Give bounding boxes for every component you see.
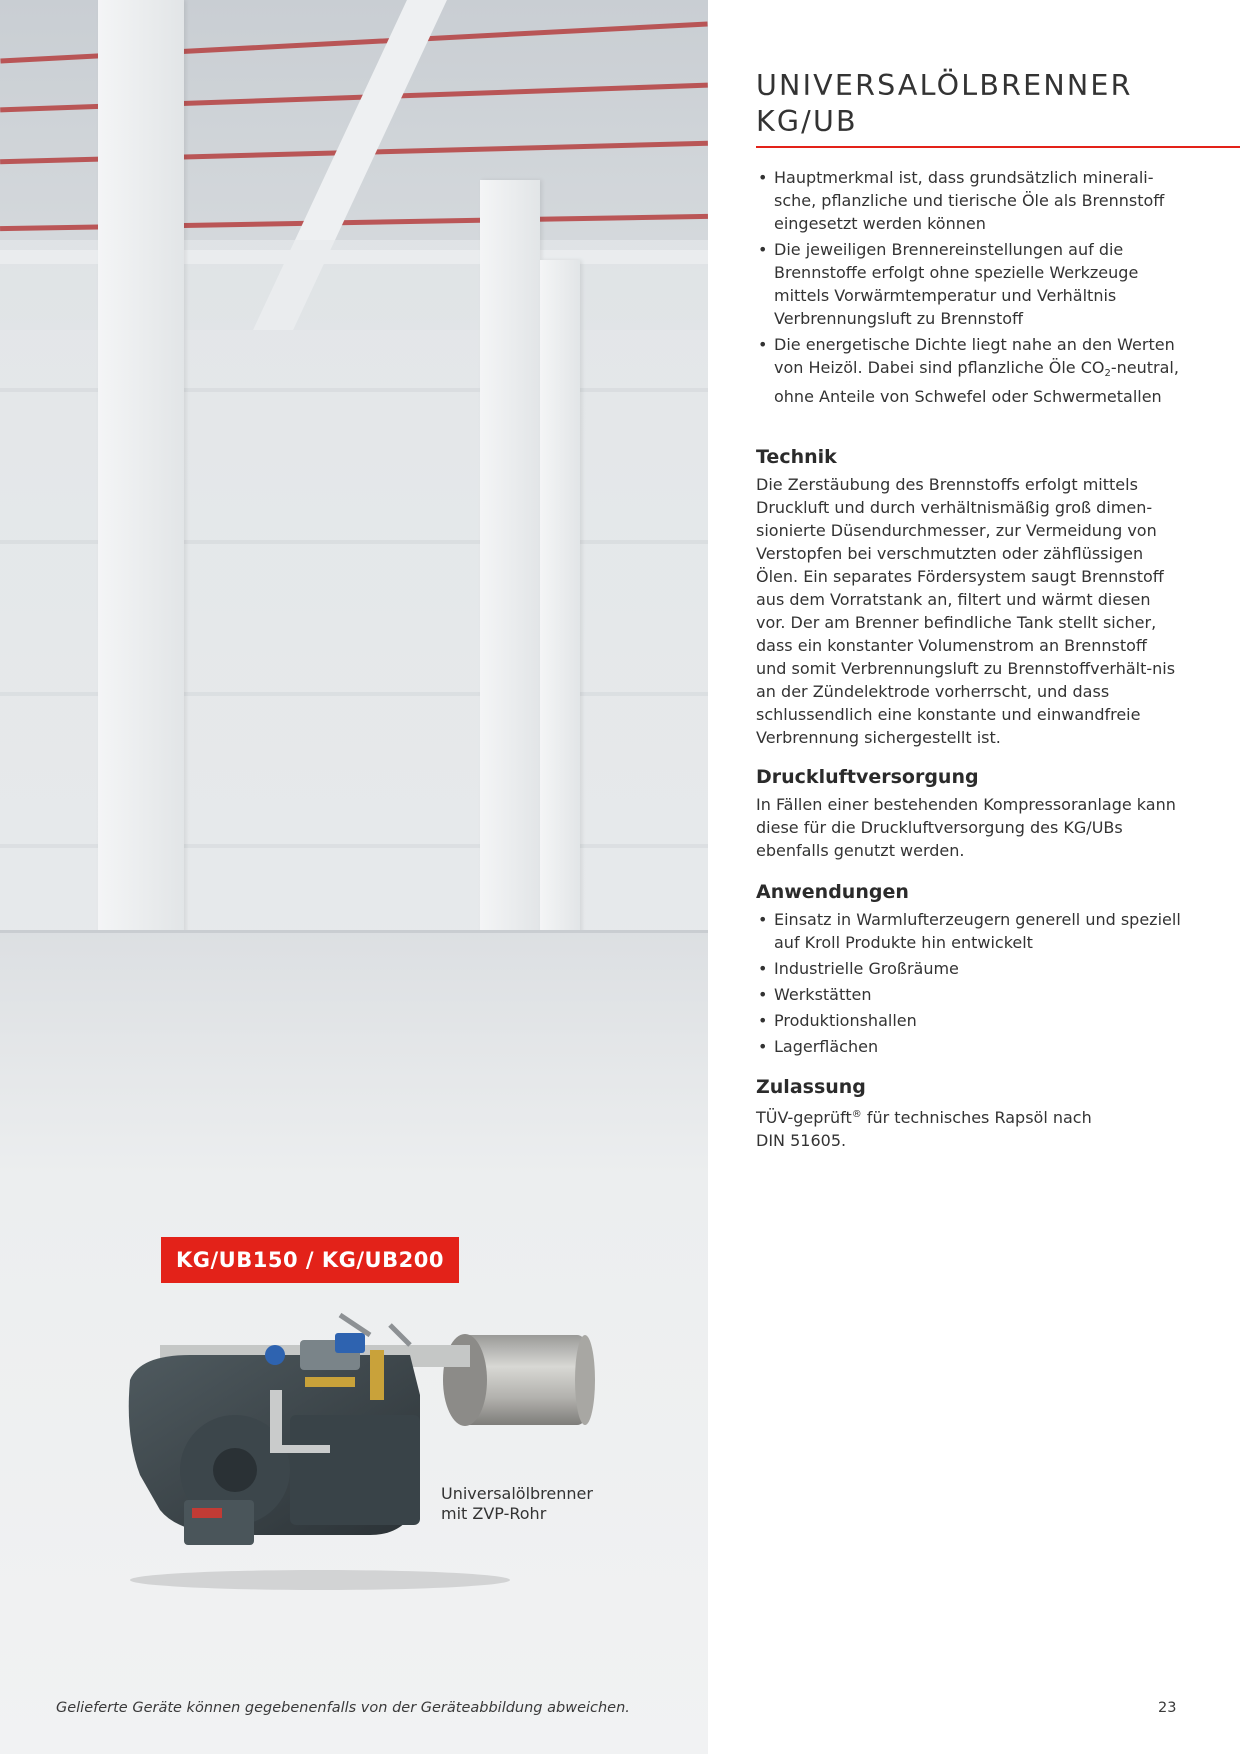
technik-section: [756, 445, 1181, 749]
list-item: • Industrielle Großräume: [756, 957, 1181, 980]
bullet-text: -neutral, ohne Anteile von Schwefel oder Schwermetallen: [774, 358, 1179, 406]
image-caption: [441, 1484, 593, 1524]
hall-column: [480, 180, 540, 935]
list-item: • Die jeweiligen Brennereinstellungen auf die Brennstoffe erfolgt ohne spezielle Werkzeuge mittels Vorwärmtemperatur und Verhältnis Verbrennungsluft zu Brennstoff: [756, 238, 1181, 330]
list-item: • Einsatz in Warmlufterzeugern generell und speziell auf Kroll Produkte hin entwickelt: [756, 908, 1181, 954]
section-text: Die Zerstäubung des Brennstoffs erfolgt mittels Druckluft und durch verhältnismäßig groß dimen-sionierte Düsendurchmesser, zur Vermeidung von Verstopfen bei verschmutzten oder zähflüssigen Ölen. Ein separates Fördersystem saugt Brennstoff aus dem Vorratstank an, filtert und wärmt diesen vor. Der am Brenner befindliche Tank stellt sicher, dass ein konstanter Volumenstrom an Brennstoff und somit Verbrennungsluft zu Brennstoffverhält-nis an der Zündelektrode vorherrscht, und dass schlussendlich eine konstante und einwandfreie Verbrennung sichergestellt ist.: [756, 475, 1176, 747]
intro-section: [756, 166, 1181, 411]
intro-list: [756, 166, 1181, 408]
hall-column: [98, 0, 184, 935]
section-heading: Druckluftversorgung: [756, 766, 979, 788]
hall-column: [540, 260, 580, 935]
page-number: 23: [1158, 1700, 1177, 1716]
approval-text: DIN 51605.: [756, 1131, 847, 1150]
section-text: [756, 1103, 1181, 1152]
page-title: [756, 68, 1181, 140]
content-column: [756, 68, 1181, 140]
section-heading: Zulassung: [756, 1076, 866, 1098]
title-line: UNIVERSALÖLBRENNER: [756, 69, 1133, 102]
druckluft-section: [756, 765, 1181, 862]
model-badge: KG/UB150 / KG/UB200: [161, 1237, 459, 1283]
anwendungen-section: [756, 880, 1181, 1061]
section-heading: Technik: [756, 446, 837, 468]
application-list: [756, 908, 1181, 1058]
section-heading: Anwendungen: [756, 881, 909, 903]
title-line: KG/UB: [756, 105, 858, 138]
caption-line: Universalölbrenner: [441, 1484, 593, 1503]
bullet-text: Die energetische Dichte liegt nahe an den Werten von Heizöl. Dabei sind pflanzliche Öle CO: [774, 335, 1175, 377]
list-item: [756, 333, 1181, 408]
footer-disclaimer: Gelieferte Geräte können gegebenenfalls von der Geräteabbildung abweichen.: [56, 1700, 630, 1716]
registered-mark: ®: [851, 1109, 862, 1120]
approval-text: TÜV-geprüft: [756, 1108, 852, 1127]
burner-image: [120, 1295, 610, 1595]
title-divider: [756, 146, 1240, 148]
section-text: In Fällen einer bestehenden Kompressoranlage kann diese für die Druckluftversorgung des KG/UBs ebenfalls genutzt werden.: [756, 795, 1176, 860]
list-item: • Hauptmerkmal ist, dass grundsätzlich minerali-sche, pflanzliche und tierische Öle als Brennstoff eingesetzt werden können: [756, 166, 1181, 235]
subscript: 2: [1104, 368, 1111, 379]
zulassung-section: [756, 1075, 1181, 1152]
list-item: • Produktionshallen: [756, 1009, 1181, 1032]
list-item: • Werkstätten: [756, 983, 1181, 1006]
floor-edge: [0, 930, 708, 933]
list-item: • Lagerflächen: [756, 1035, 1181, 1058]
approval-text: für technisches Rapsöl nach: [861, 1108, 1092, 1127]
caption-line: mit ZVP-Rohr: [441, 1504, 547, 1523]
